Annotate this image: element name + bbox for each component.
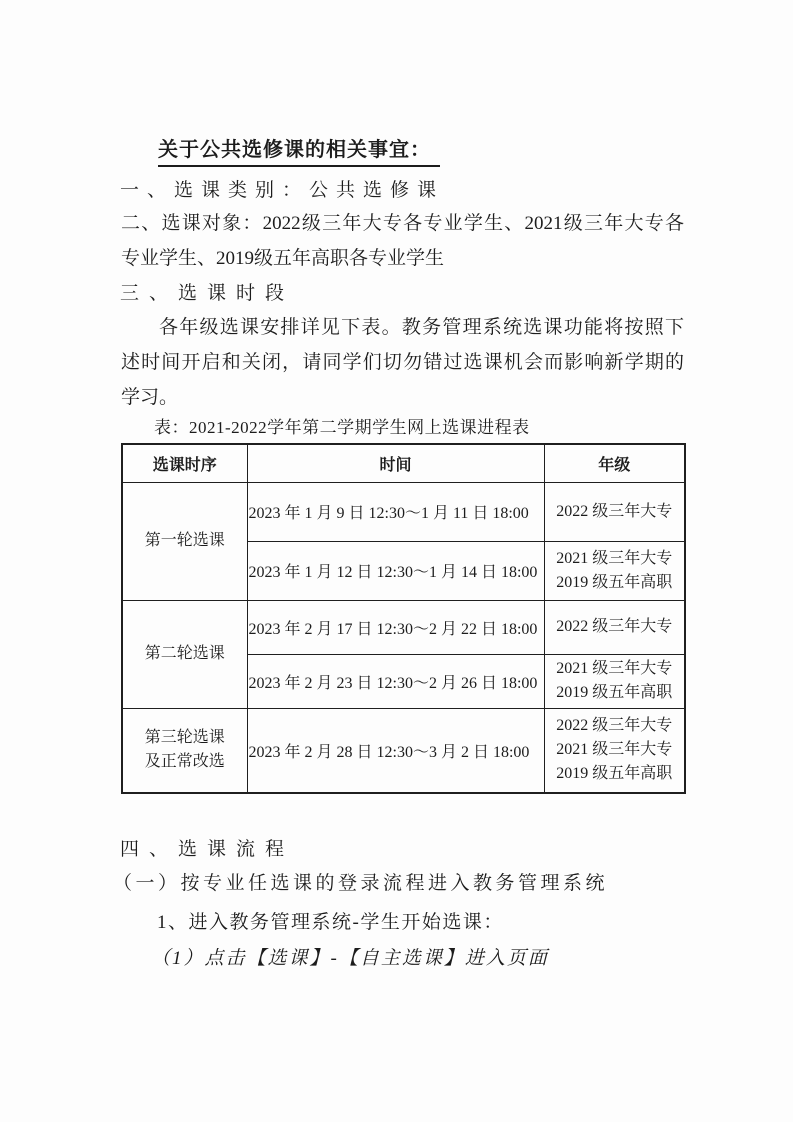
grade-line: 2022 级三年大专	[556, 502, 673, 520]
table-row	[122, 600, 685, 654]
grade-cell	[544, 482, 685, 541]
intro-paragraph	[121, 310, 684, 415]
grade-line: 2022 级三年大专	[556, 618, 673, 635]
table-row	[122, 708, 685, 793]
round-3-label-cell	[122, 708, 247, 793]
time-cell: 2023 年 2 月 23 日 12:30～2 月 26 日 18:00	[247, 654, 544, 708]
paragraph-line-3: 学习。	[121, 387, 179, 408]
round-label: 第二轮选课	[144, 645, 225, 662]
step-1-1-text: （1）点击【选课】-【自主选课】进入页面	[151, 948, 549, 969]
grade-line: 2019 级五年高职	[556, 573, 673, 591]
grade-cell	[544, 600, 685, 654]
list-item-1-category: 一、选课类别：公共选修课	[120, 180, 445, 201]
list-item-2-target	[121, 206, 684, 276]
grade-cell	[544, 541, 685, 600]
time-cell: 2023 年 1 月 12 日 12:30～1 月 14 日 18:00	[247, 541, 544, 600]
time-cell: 2023 年 1 月 9 日 12:30～1 月 11 日 18:00	[247, 482, 544, 541]
grade-line: 2021 级三年大专	[556, 660, 673, 677]
grade-line: 2021 级三年大专	[556, 741, 673, 759]
list-item-2-line-1: 二、选课对象：2022级三年大专各专业学生、2021级三年大专各	[121, 213, 684, 234]
grade-line: 2022 级三年大专	[556, 717, 673, 735]
round-2-label-cell	[122, 600, 247, 708]
table-caption: 表：2021-2022学年第二学期学生网上选课进程表	[154, 418, 530, 437]
grade-line: 2019 级五年高职	[556, 765, 673, 783]
list-item-3-period: 三、选课时段	[120, 283, 295, 304]
round-label: 及正常改选	[144, 753, 225, 771]
list-item-2-line-2: 专业学生、2019级五年高职各专业学生	[121, 248, 445, 269]
paragraph-line-1: 各年级选课安排详见下表。教务管理系统选课功能将按照下	[159, 317, 684, 338]
grade-cell	[544, 708, 685, 793]
header-time: 时间	[247, 444, 544, 482]
header-round: 选课时序	[122, 444, 247, 482]
table-header-row	[122, 444, 685, 482]
round-label: 第一轮选课	[144, 532, 225, 549]
step-1-text: 1、进入教务管理系统-学生开始选课：	[157, 912, 504, 933]
page-title: 关于公共选修课的相关事宜：	[158, 137, 440, 167]
grade-line: 2019 级五年高职	[556, 684, 673, 701]
grade-cell	[544, 654, 685, 708]
course-selection-schedule-table	[121, 443, 686, 794]
time-cell: 2023 年 2 月 28 日 12:30～3 月 2 日 18:00	[247, 708, 544, 793]
section-4-sub-heading: （一）按专业任选课的登录流程进入教务管理系统	[113, 873, 609, 894]
paragraph-line-2: 述时间开启和关闭，请同学们切勿错过选课机会而影响新学期的	[121, 352, 684, 373]
table-row	[122, 482, 685, 541]
section-4-heading: 四、选课流程	[120, 839, 295, 860]
time-cell: 2023 年 2 月 17 日 12:30～2 月 22 日 18:00	[247, 600, 544, 654]
grade-line: 2021 级三年大专	[556, 549, 673, 567]
round-label: 第三轮选课	[144, 729, 225, 747]
round-1-label-cell	[122, 482, 247, 600]
header-grade: 年级	[544, 444, 685, 482]
